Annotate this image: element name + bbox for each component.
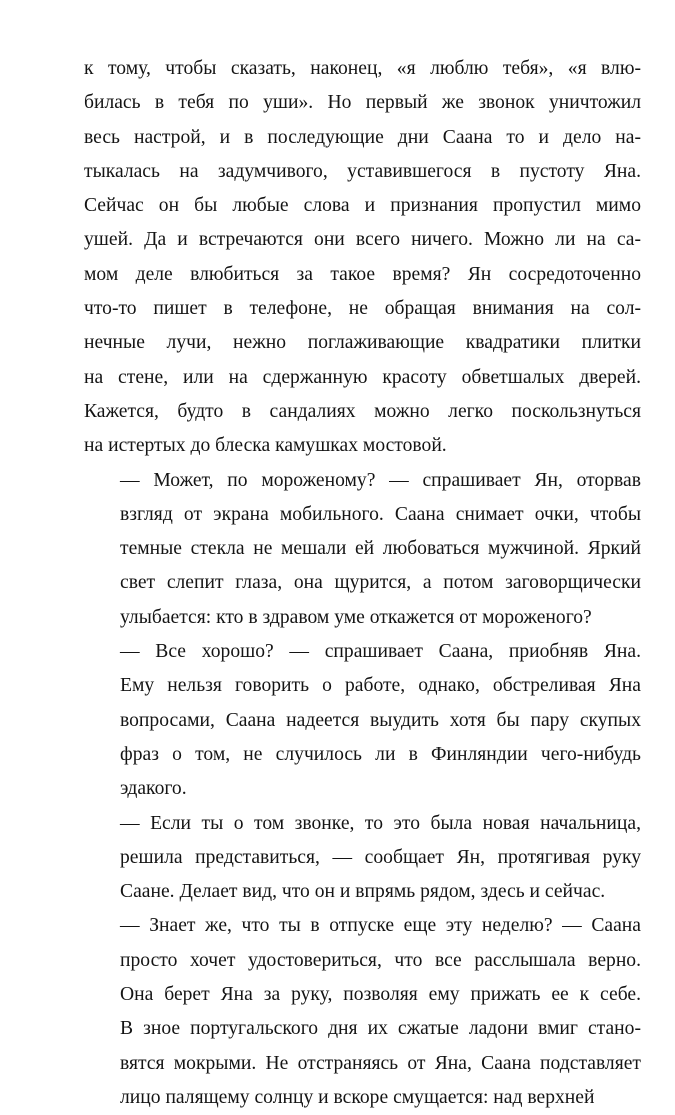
text-line: эдакого. <box>120 778 187 800</box>
text-line: тыкалась на задумчивого, уставившегося в пустоту Яна. <box>84 160 641 182</box>
text-line: просто хочет удостовериться, что все расслышала верно. <box>120 949 641 971</box>
text-line: Она берет Яна за руку, позволяя ему прижать ее к себе. <box>120 984 641 1006</box>
text-line: билась в тебя по уши». Но первый же звонок уничтожил <box>84 92 641 114</box>
paragraph <box>84 635 641 806</box>
text-line: решила представиться, — сообщает Ян, протягивая руку <box>120 846 641 868</box>
paragraph <box>84 52 641 464</box>
text-line: на истертых до блеска камушках мостовой. <box>84 435 447 457</box>
text-line: Саане. Делает вид, что он и впрямь рядом, здесь и сейчас. <box>120 881 606 903</box>
paragraph <box>84 807 641 910</box>
text-line: Ему нельзя говорить о работе, однако, обстреливая Яна <box>120 675 641 697</box>
text-line: мом деле влюбиться за такое время? Ян сосредоточенно <box>84 263 641 285</box>
text-line: весь настрой, и в последующие дни Саана то и дело на- <box>84 126 641 148</box>
text-line: к тому, чтобы сказать, наконец, «я люблю тебя», «я влю- <box>84 58 641 79</box>
text-line: — Может, по мороженому? — спрашивает Ян, оторвав <box>120 469 641 491</box>
text-line: вятся мокрыми. Не отстраняясь от Яна, Саана подставляет <box>120 1052 641 1074</box>
text-line: Сейчас он бы любые слова и признания пропустил мимо <box>84 195 641 217</box>
text-line: фраз о том, не случилось ли в Финляндии чего-нибудь <box>120 743 641 765</box>
text-line: — Знает же, что ты в отпуске еще эту неделю? — Саана <box>120 915 641 937</box>
paragraph <box>84 464 641 635</box>
text-line: ушей. Да и встречаются они всего ничего. Можно ли на са- <box>84 229 641 251</box>
text-line: вопросами, Саана надеется выудить хотя бы пару скупых <box>120 709 641 731</box>
text-line: — Все хорошо? — спрашивает Саана, приобняв Яна. <box>120 641 641 663</box>
text-line: В зное португальского дня их сжатые ладони вмиг стано- <box>120 1018 641 1040</box>
text-line: нечные лучи, нежно поглаживающие квадратики плитки <box>84 332 641 354</box>
paragraph <box>84 909 641 1115</box>
text-line: темные стекла не мешали ей любоваться мужчиной. Яркий <box>120 538 641 560</box>
text-line: свет слепит глаза, она щурится, а потом заговорщически <box>120 572 641 594</box>
text-line: взгляд от экрана мобильного. Саана снимает очки, чтобы <box>120 503 641 525</box>
text-line: улыбается: кто в здравом уме откажется от мороженого? <box>120 606 592 628</box>
text-column <box>84 52 641 1115</box>
text-line: Кажется, будто в сандалиях можно легко поскользнуться <box>84 400 641 422</box>
text-line: что-то пишет в телефоне, не обращая внимания на сол- <box>84 298 641 320</box>
text-line: на стене, или на сдержанную красоту обветшалых дверей. <box>84 366 641 388</box>
text-line: — Если ты о том звонке, то это была новая начальница, <box>120 812 641 834</box>
text-line: лицо палящему солнцу и вскоре смущается: над верхней <box>120 1086 595 1108</box>
